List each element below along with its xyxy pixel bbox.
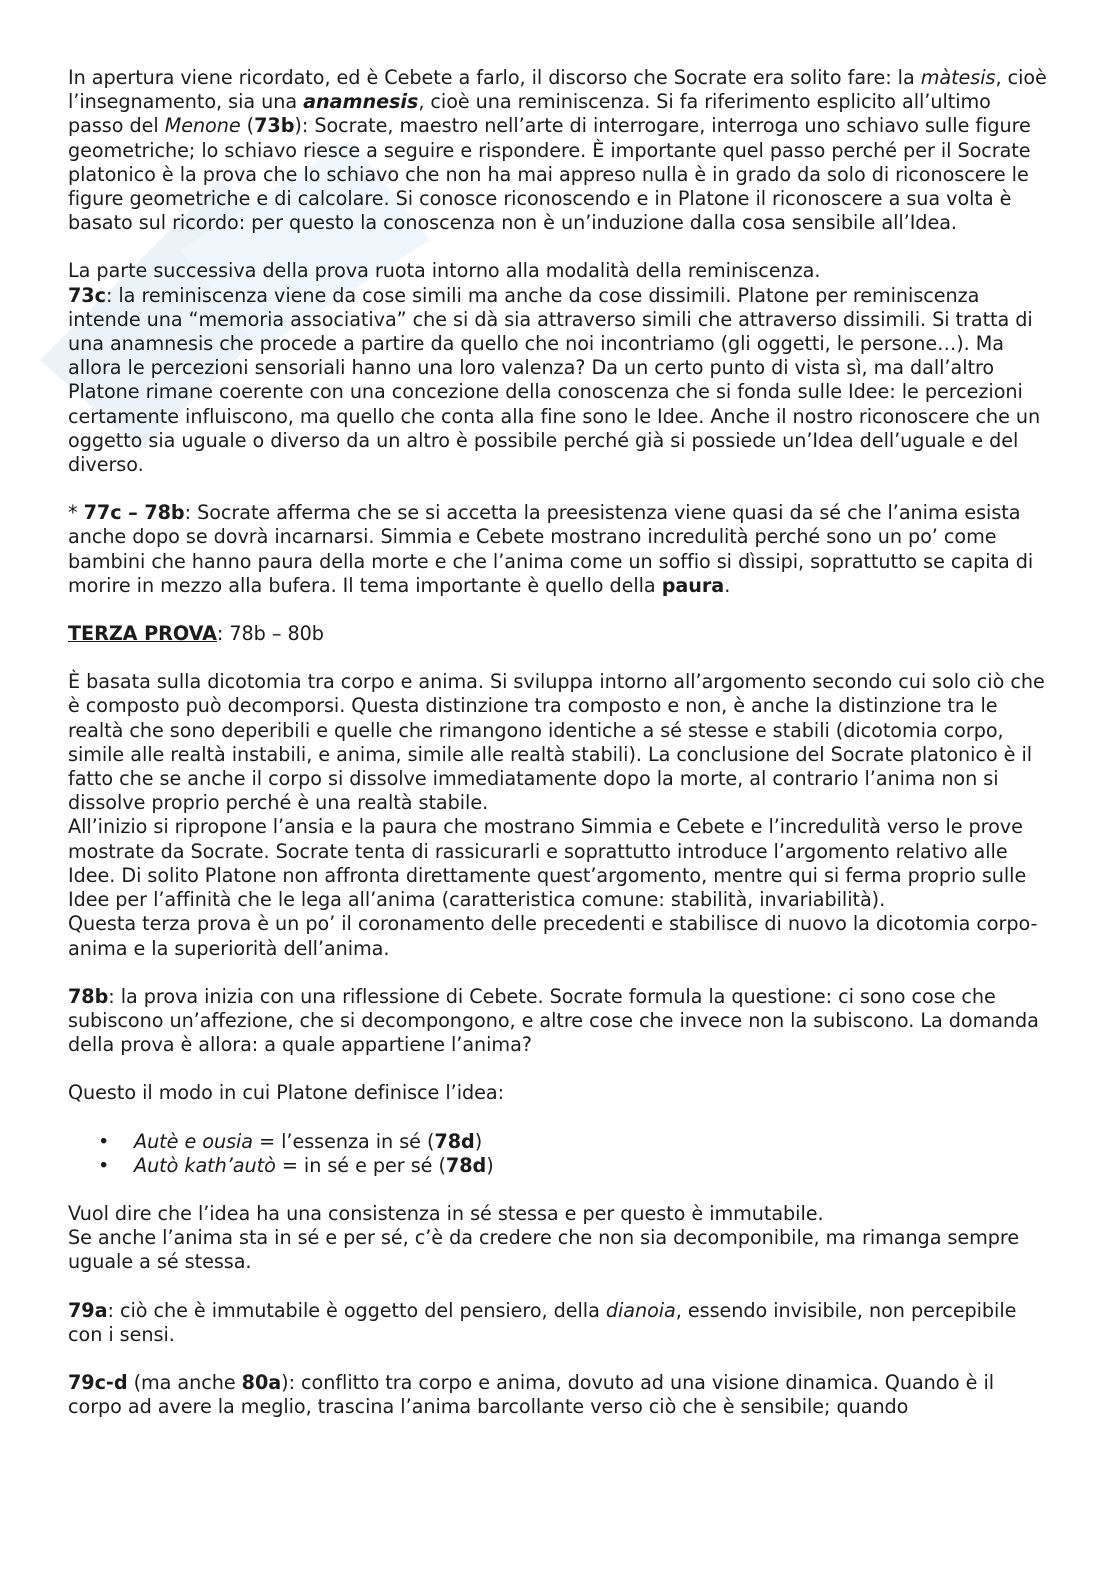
paragraph-79c-d: 79c-d (ma anche 80a): conflitto tra corpo e anima, dovuto ad una visione dinamica. Quando è il corpo ad avere la meglio, trascina l’anima barcollante verso ciò che è sensibile; quando (68, 1370, 995, 1419)
paragraph-idea-definition: Questo il modo in cui Platone definisce l’idea: (68, 1081, 504, 1105)
heading-range: : 78b – 80b (216, 622, 324, 646)
idea-definition-list (68, 1130, 1048, 1178)
document-page (68, 66, 1048, 1419)
paragraph-reminiscence: La parte successiva della prova ruota intorno alla modalità della reminiscenza. 73c: la reminiscenza viene da cose simili ma anche da cose dissimili. Platone per reminiscenza intende una “memoria associativa” che si dà sia attraverso simili che attraverso dissimili. Si tratta di una anamnesis che procede a partire da quello che noi incontriamo (gli oggetti, le persone…). Ma allora le percezioni sensoriali hanno una loro valenza? Da un certo punto di vista sì, ma dall’altro Platone rimane coerente con una concezione della conoscenza che si fonda sulle Idee: le percezioni certamente influiscono, ma quello che conta alla fine sono le Idee. Anche il nostro riconoscere che un oggetto sia uguale o diverso da un altro è possibile perché già si possiede un’Idea dell’uguale e del diverso. (68, 259, 1041, 477)
paragraph-78b: 78b: la prova inizia con una riflessione di Cebete. Socrate formula la questione: ci sono cose che subiscono un’affezione, che si decompongono, e altre cose che invece non la subiscono. La domanda della prova è allora: a quale appartiene l’anima? (68, 984, 1039, 1057)
list-item: • Autè e ousia = l’essenza in sé (78d) (98, 1129, 483, 1153)
paragraph-79a: 79a: ciò che è immutabile è oggetto del pensiero, della dianoia, essendo invisibile, non percepibile con i sensi. (68, 1298, 1017, 1346)
heading-title: TERZA PROVA (68, 622, 217, 646)
bullet-icon: • (98, 1129, 110, 1153)
paragraph-immutability: Vuol dire che l’idea ha una consistenza in sé stessa e per questo è immutabile. Se anche l’anima sta in sé e per sé, c’è da credere che non sia decomponibile, ma rimanga sempre uguale a sé stessa. (68, 1201, 1020, 1274)
bullet-icon: • (98, 1153, 110, 1177)
paragraph-third-proof: È basata sulla dicotomia tra corpo e anima. Si sviluppa intorno all’argomento secondo cui solo ciò che è composto può decomporsi. Questa distinzione tra composto e non, è anche la distinzione tra le realtà che sono deperibili e quelle che rimangono identiche a sé stesse e stabili (dicotomia corpo, simile alle realtà instabili, e anima, simile alle realtà stabili). La conclusione del Socrate platonico è il fatto che se anche il corpo si dissolve immediatamente dopo la morte, al contrario l’anima non si dissolve proprio perché è una realtà stabile. All’inizio si ripropone l’ansia e la paura che mostrano Simmia e Cebete e l’incredulità verso le prove mostrate da Socrate. Socrate tenta di rassicurarli e soprattutto introduce l’argomento relativo alle Idee. Di solito Platone non affronta direttamente quest’argomento, mentre qui si ferma proprio sulle Idee per l’affinità che le lega all’anima (caratteristica comune: stabilità, invariabilità). Questa terza prova è un po’ il coronamento delle precedenti e stabilisce di nuovo la dicotomia corpo-anima e la superiorità dell’anima. (68, 670, 1045, 960)
section-heading (68, 622, 1048, 646)
paragraph-77c-78b: * 77c – 78b: Socrate afferma che se si accetta la preesistenza viene quasi da sé che l’anima esista anche dopo se dovrà incarnarsi. Simmia e Cebete mostrano incredulità perché sono un po’ come bambini che hanno paura della morte e che l’anima come un soffio si dìssipi, soprattutto se capita di morire in mezzo alla bufera. Il tema importante è quello della paura. (68, 501, 1034, 597)
paragraph-intro: In apertura viene ricordato, ed è Cebete a farlo, il discorso che Socrate era solito fare: la màtesis, cioè l’insegnamento, sia una anamnesis, cioè una reminiscenza. Si fa riferimento esplicito all’ultimo passo del Menone (73b): Socrate, maestro nell’arte di interrogare, interroga uno schiavo sulle figure geometriche; lo schiavo riesce a seguire e rispondere. È importante quel passo perché per il Socrate platonico è la prova che lo schiavo che non ha mai appreso nulla è in grado da solo di riconoscere le figure geometriche e di calcolare. Si conosce riconoscendo e in Platone il riconoscere a sua volta è basato sul ricordo: per questo la conoscenza non è un’induzione dalla cosa sensibile all’Idea. (68, 66, 1047, 235)
list-item: • Autò kath’autò = in sé e per sé (78d) (98, 1153, 494, 1177)
